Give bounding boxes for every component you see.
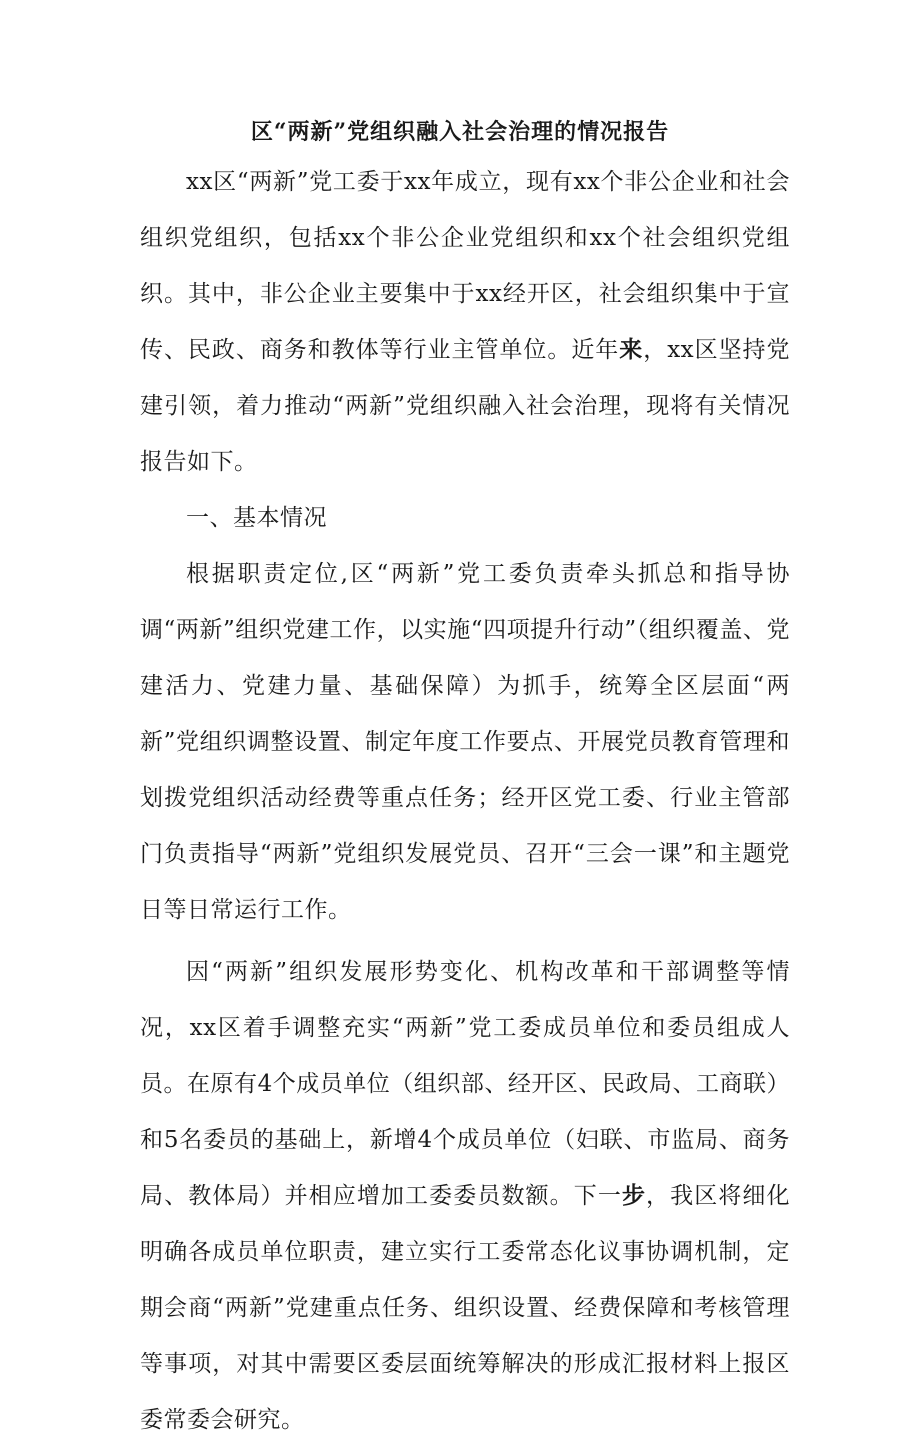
adjustment-paragraph [140,944,790,1448]
adjustment-bold-text: 步 [621,1182,647,1209]
adjustment-text-2: ，我区将细化明确各成员单位职责，建立实行工委常态化议事协调机制，定期会商“两新”党建重点任务、组织设置、经费保障和考核管理等事项，对其中需要区委层面统筹解决的形成汇报材料上报区委常委会研究。 [140,1183,791,1433]
duty-paragraph: 根据职责定位,区“两新”党工委负责牵头抓总和指导协调“两新”组织党建工作，以实施“四项提升行动”（组织覆盖、党建活力、党建力量、基础保障）为抓手，统筹全区层面“两新”党组织调整设置、制定年度工作要点、开展党员教育管理和划拨党组织活动经费等重点任务；经开区党工委、行业主管部门负责指导“两新”党组织发展党员、召开“三会一课”和主题党日等日常运行工作。 [140,561,790,923]
document-title: 区“两新”党组织融入社会治理的情况报告 [250,119,670,145]
intro-text-2: ，xx区坚持党建引领，着力推动“两新”党组织融入社会治理，现将有关情况报告如下。 [140,337,791,475]
intro-paragraph [140,154,790,490]
intro-bold-text: 来 [619,336,644,363]
intro-text-1: xx区“两新”党工委于xx年成立，现有xx个非公企业和社会组织党组织，包括xx个非公企业党组织和xx个社会组织党组织。其中，非公企业主要集中于xx经开区，社会组织集中于宣传、民政、商务和教体等行业主管单位。近年 [140,169,790,363]
adjustment-text-1: 因“两新”组织发展形势变化、机构改革和干部调整等情况，xx区着手调整充实“两新”党工委成员单位和委员组成人员。在原有4个成员单位（组织部、经开区、民政局、工商联）和5名委员的基础上，新增4个成员单位（妇联、市监局、商务局、教体局）并相应增加工委委员数额。下一 [140,959,790,1209]
document-body [140,154,790,1448]
section-heading-basic-situation: 一、基本情况 [186,505,327,531]
